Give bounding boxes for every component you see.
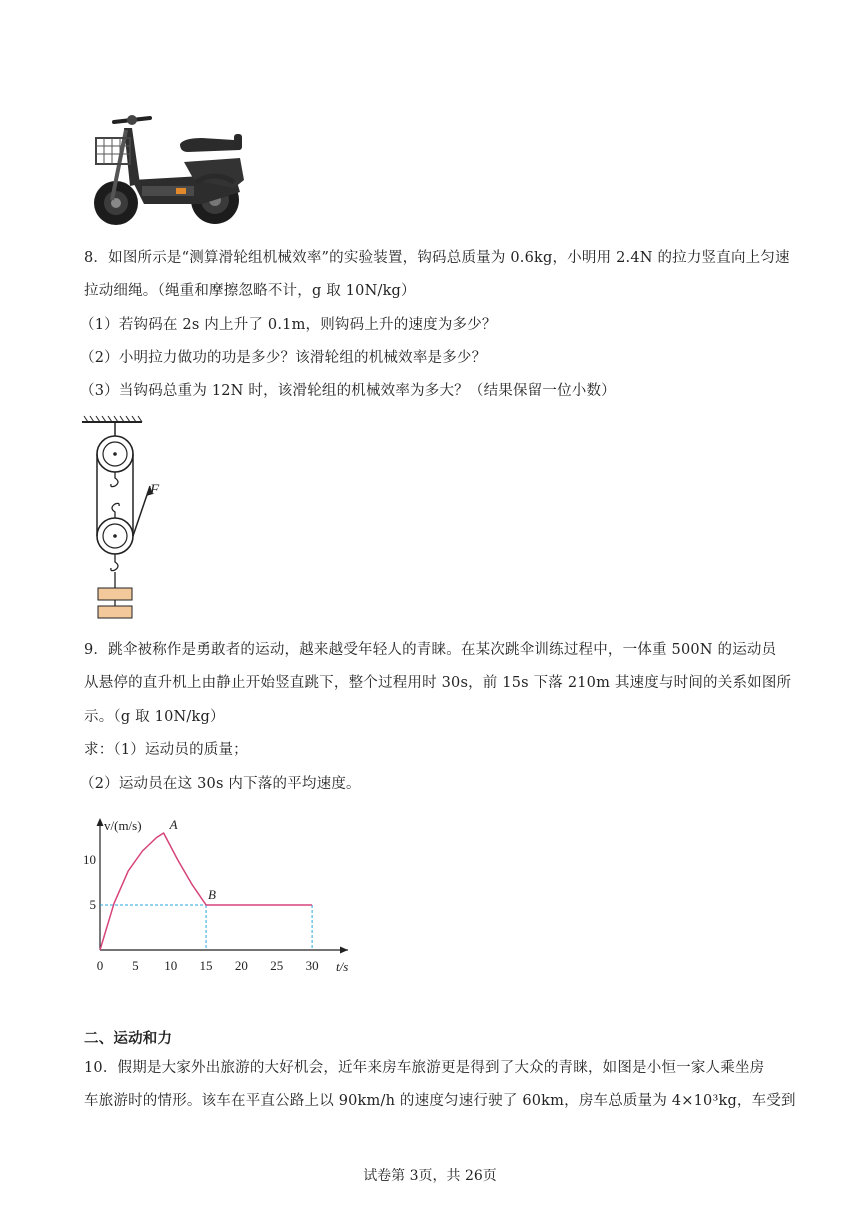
force-label: F: [150, 482, 160, 498]
q10-line-2: 车旅游时的情形。该车在平直公路上以 90km/h 的速度匀速行驶了 60km，房车总质量为 4×10³kg，车受到: [84, 1093, 796, 1109]
point-label-a: A: [169, 817, 178, 832]
y-tick-label: 5: [89, 897, 96, 912]
y-axis-label: v/(m/s): [104, 818, 142, 833]
x-tick-label: 0: [96, 958, 104, 973]
x-tick-label: 10: [164, 958, 178, 973]
x-axis-label: t/s: [336, 959, 349, 974]
velocity-time-graph: [80, 810, 370, 980]
q10-line-1: 10．假期是大家外出旅游的大好机会，近年来房车旅游更是得到了大众的青睐，如图是小恒一家人乘坐房: [84, 1060, 765, 1076]
y-tick-label: 10: [83, 852, 96, 867]
point-label-b: B: [208, 887, 217, 902]
q8-line-2: 拉动细绳。（绳重和摩擦忽略不计，g 取 10N/kg）: [84, 283, 416, 299]
q8-subquestion-2: （2）小明拉力做功的功是多少？该滑轮组的机械效率是多少？: [80, 350, 487, 366]
pulley-system-diagram: [80, 414, 180, 624]
q8-subquestion-1: （1）若钩码在 2s 内上升了 0.1m，则钩码上升的速度为多少？: [80, 317, 497, 333]
q8-subquestion-3: （3）当钩码总重为 12N 时，该滑轮组的机械效率为多大？（结果保留一位小数）: [80, 383, 616, 399]
x-tick-label: 30: [305, 958, 319, 973]
x-tick-label: 20: [234, 958, 248, 973]
x-tick-label: 25: [270, 958, 284, 973]
q8-line-1: 8．如图所示是“测算滑轮组机械效率”的实验装置，钩码总质量为 0.6kg，小明用 2.4N 的拉力竖直向上匀速: [84, 250, 790, 266]
q9-line-3: 示。（g 取 10N/kg）: [84, 709, 225, 725]
electric-scooter-image: [84, 108, 250, 232]
x-tick-label: 5: [132, 958, 139, 973]
section-title: 二、运动和力: [84, 1031, 173, 1047]
q9-subquestion-1: 求：（1）运动员的质量；: [84, 742, 248, 758]
page-footer: 试卷第 3页，共 26页: [363, 1168, 497, 1184]
q9-line-1: 9．跳伞被称作是勇敢者的运动，越来越受年轻人的青睐。在某次跳伞训练过程中，一体重 500N 的运动员: [84, 642, 777, 658]
x-tick-label: 15: [199, 958, 213, 973]
q9-line-2: 从悬停的直升机上由静止开始竖直跳下，整个过程用时 30s，前 15s 下落 210m 其速度与时间的关系如图所: [84, 675, 792, 691]
q9-subquestion-2: （2）运动员在这 30s 内下落的平均速度。: [80, 776, 361, 792]
